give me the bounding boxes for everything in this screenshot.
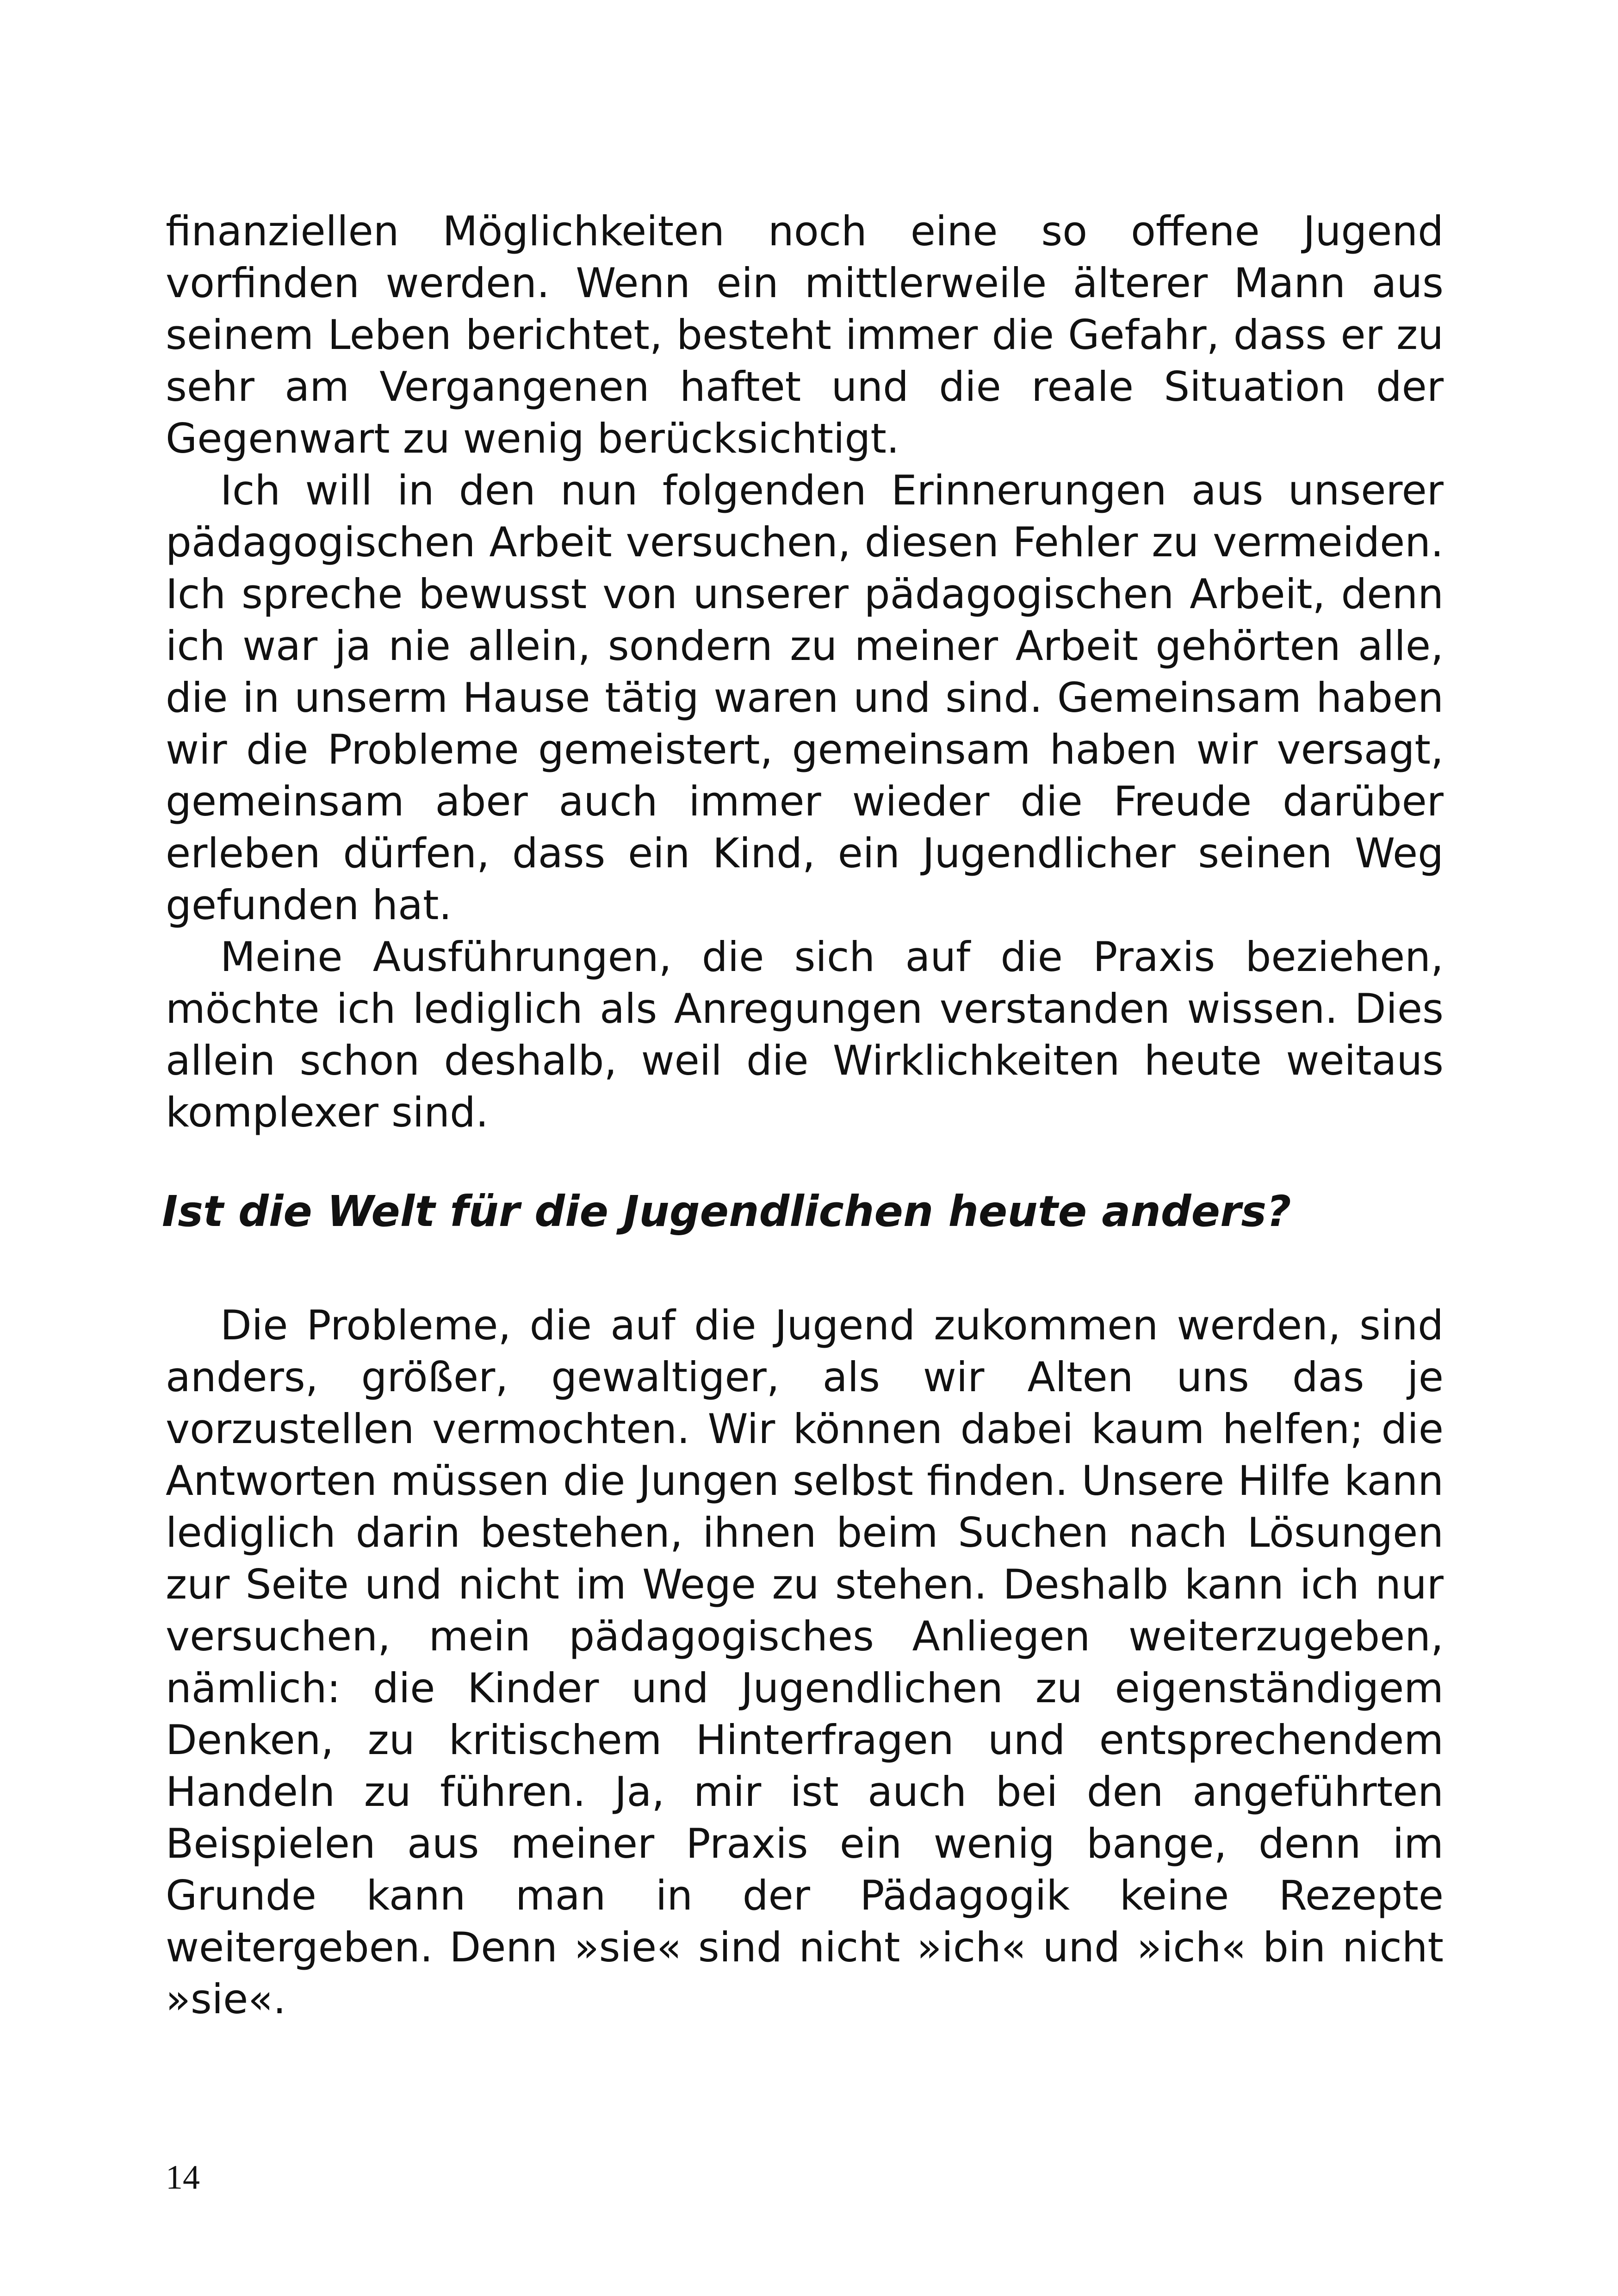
section-heading: Ist die Welt für die Jugendlichen heute anders? xyxy=(162,1187,1291,1236)
body-text-after-heading xyxy=(166,1300,1444,2025)
paragraph-probleme: Die Probleme, die auf die Jugend zukommen werden, sind anders, größer, gewaltiger, als wir Alten uns das je vorzustellen vermochten. Wir können dabei kaum helfen; die Antworten müssen die Jungen selbst finden. Unsere Hilfe kann lediglich darin bestehen, ihnen beim Suchen nach Lösungen zur Seite und nicht im Wege zu stehen. Deshalb kann ich nur versuchen, mein pädagogisches Anliegen weiterzugeben, nämlich: die Kinder und Jugendlichen zu eigenständigem Denken, zu kritischem Hinterfragen und entsprechendem Handeln zu führen. Ja, mir ist auch bei den angeführten Beispielen aus meiner Praxis ein wenig bange, denn im Grunde kann man in der Pädagogik keine Rezepte weitergeben. Denn »sie« sind nicht »ich« und »ich« bin nicht »sie«. xyxy=(166,1301,1444,2023)
body-text-before-heading xyxy=(166,205,1444,1139)
paragraph-ausfuehrungen: Meine Ausführungen, die sich auf die Praxis beziehen, möchte ich lediglich als Anregungen verstanden wissen. Dies allein schon deshalb, weil die Wirklichkeiten heute weitaus komplexer sind. xyxy=(166,933,1444,1136)
paragraph-erinnerungen: Ich will in den nun folgenden Erinnerungen aus unserer pädagogischen Arbeit versuchen, diesen Fehler zu vermeiden. Ich spreche bewusst von unserer pädagogischen Arbeit, denn ich war ja nie allein, sondern zu meiner Arbeit gehörten alle, die in unserm Hause tätig waren und sind. Gemeinsam haben wir die Probleme gemeistert, gemeinsam haben wir versagt, gemeinsam aber auch immer wieder die Freude darüber erleben dürfen, dass ein Kind, ein Jugendlicher seinen Weg gefunden hat. xyxy=(166,467,1444,929)
page-number: 14 xyxy=(166,2159,200,2196)
paragraph-continued: finanziellen Möglichkeiten noch eine so offene Jugend vorfinden werden. Wenn ein mittlerweile älterer Mann aus seinem Leben berichtet, besteht immer die Gefahr, dass er zu sehr am Vergangenen haftet und die reale Situation der Gegenwart zu wenig berücksichtigt. xyxy=(166,207,1444,462)
